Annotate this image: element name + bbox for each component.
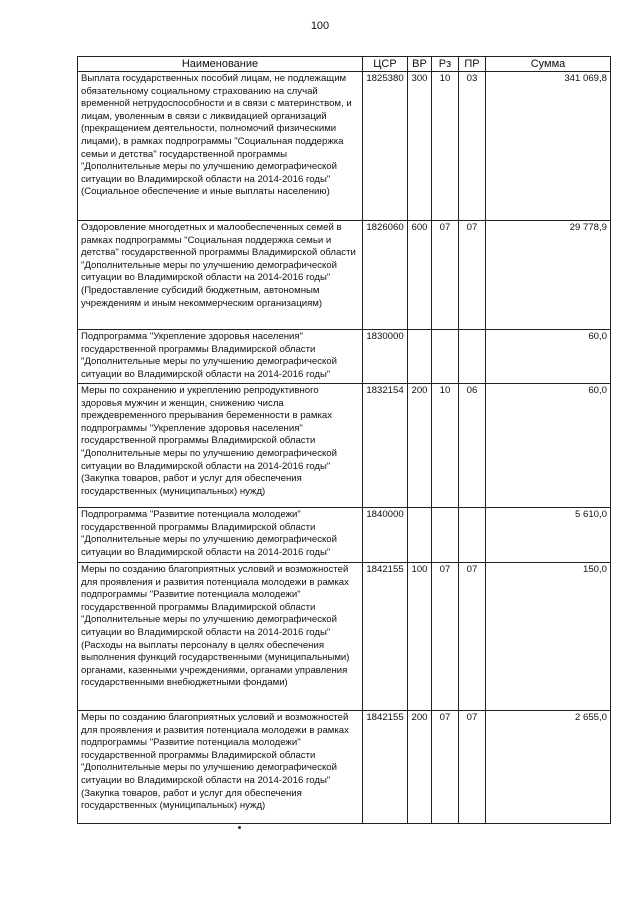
row-sum: 29 778,9: [486, 221, 611, 330]
row-pr: 07: [459, 221, 486, 330]
row-csr: 1826060: [363, 221, 408, 330]
row-csr: 1842155: [363, 563, 408, 711]
header-vr: ВР: [408, 57, 432, 72]
row-vr: 600: [408, 221, 432, 330]
row-csr: 1830000: [363, 330, 408, 384]
header-rz: Рз: [432, 57, 459, 72]
row-sum: 341 069,8: [486, 72, 611, 221]
row-name: Оздоровление многодетных и малообеспеченных семей в рамках подпрограммы "Социальная поддержка семьи и детства" государственной программы Владимирской области "Дополнительные меры по улучшению демографической ситуации во Владимирской области на 2014-2016 годы" (Предоставление субсидий бюджетным, автономным учреждениям и иным некоммерческим организациям): [78, 221, 363, 330]
row-sum: 5 610,0: [486, 508, 611, 563]
row-pr: 06: [459, 384, 486, 508]
row-name: Подпрограмма "Укрепление здоровья населения" государственной программы Владимирской области "Дополнительные меры по улучшению демографической ситуации во Владимирской области на 2014-2016 годы": [78, 330, 363, 384]
row-vr: 100: [408, 563, 432, 711]
row-csr: 1840000: [363, 508, 408, 563]
row-rz: [432, 330, 459, 384]
row-pr: [459, 330, 486, 384]
row-csr: 1832154: [363, 384, 408, 508]
row-vr: 200: [408, 711, 432, 824]
budget-table: [77, 56, 611, 824]
row-vr: [408, 508, 432, 563]
row-vr: 300: [408, 72, 432, 221]
header-csr: ЦСР: [363, 57, 408, 72]
header-pr: ПР: [459, 57, 486, 72]
table-row: [78, 221, 611, 330]
row-pr: 07: [459, 711, 486, 824]
row-pr: 07: [459, 563, 486, 711]
row-rz: 10: [432, 384, 459, 508]
table-row: [78, 72, 611, 221]
row-csr: 1825380: [363, 72, 408, 221]
row-rz: 07: [432, 711, 459, 824]
row-name: Подпрограмма "Развитие потенциала молодежи" государственной программы Владимирской области "Дополнительные меры по улучшению демографической ситуации во Владимирской области на 2014-2016 годы": [78, 508, 363, 563]
row-pr: 03: [459, 72, 486, 221]
row-sum: 2 655,0: [486, 711, 611, 824]
row-csr: 1842155: [363, 711, 408, 824]
row-name: Меры по созданию благоприятных условий и возможностей для проявления и развития потенциала молодежи в рамках подпрограммы "Развитие потенциала молодежи" государственной программы Владимирской области "Дополнительные меры по улучшению демографической ситуации во Владимирской области на 2014-2016 годы" (Расходы на выплаты персоналу в целях обеспечения выполнения функций государственными (муниципальными) органами, казенными учреждениями, органами управления государственными внебюджетными фондами): [78, 563, 363, 711]
header-sum: Сумма: [486, 57, 611, 72]
row-rz: 07: [432, 221, 459, 330]
row-vr: 200: [408, 384, 432, 508]
row-pr: [459, 508, 486, 563]
row-sum: 60,0: [486, 330, 611, 384]
row-rz: [432, 508, 459, 563]
table-header-row: [78, 57, 611, 72]
row-rz: 07: [432, 563, 459, 711]
row-sum: 150,0: [486, 563, 611, 711]
table-row: [78, 563, 611, 711]
row-vr: [408, 330, 432, 384]
table-row: [78, 384, 611, 508]
page-number: 100: [310, 20, 330, 32]
row-rz: 10: [432, 72, 459, 221]
table-row: [78, 508, 611, 563]
table-row: [78, 711, 611, 824]
table-row: [78, 330, 611, 384]
row-name: Меры по сохранению и укреплению репродуктивного здоровья мужчин и женщин, снижению числа преждевременного прерывания беременности в рамках подпрограммы "Укрепление здоровья населения" государственной программы Владимирской области "Дополнительные меры по улучшению демографической ситуации во Владимирской области на 2014-2016 годы" (Закупка товаров, работ и услуг для обеспечения государственных (муниципальных) нужд): [78, 384, 363, 508]
row-name: Меры по созданию благоприятных условий и возможностей для проявления и развития потенциала молодежи в рамках подпрограммы "Развитие потенциала молодежи" государственной программы Владимирской области "Дополнительные меры по улучшению демографической ситуации во Владимирской области на 2014-2016 годы" (Закупка товаров, работ и услуг для обеспечения государственных (муниципальных) нужд): [78, 711, 363, 824]
scan-dot: [238, 826, 241, 829]
row-name: Выплата государственных пособий лицам, не подлежащим обязательному социальному страхованию на случай временной нетрудоспособности и в связи с материнством, и лицам, уволенным в связи с ликвидацией организаций (прекращением деятельности, полномочий физическими лицами), в рамках подпрограммы "Социальная поддержка семьи и детства" государственной программы "Дополнительные меры по улучшению демографической ситуации во Владимирской области на 2014-2016 годы" (Социальное обеспечение и иные выплаты населению): [78, 72, 363, 221]
header-name: Наименование: [78, 57, 363, 72]
row-sum: 60,0: [486, 384, 611, 508]
